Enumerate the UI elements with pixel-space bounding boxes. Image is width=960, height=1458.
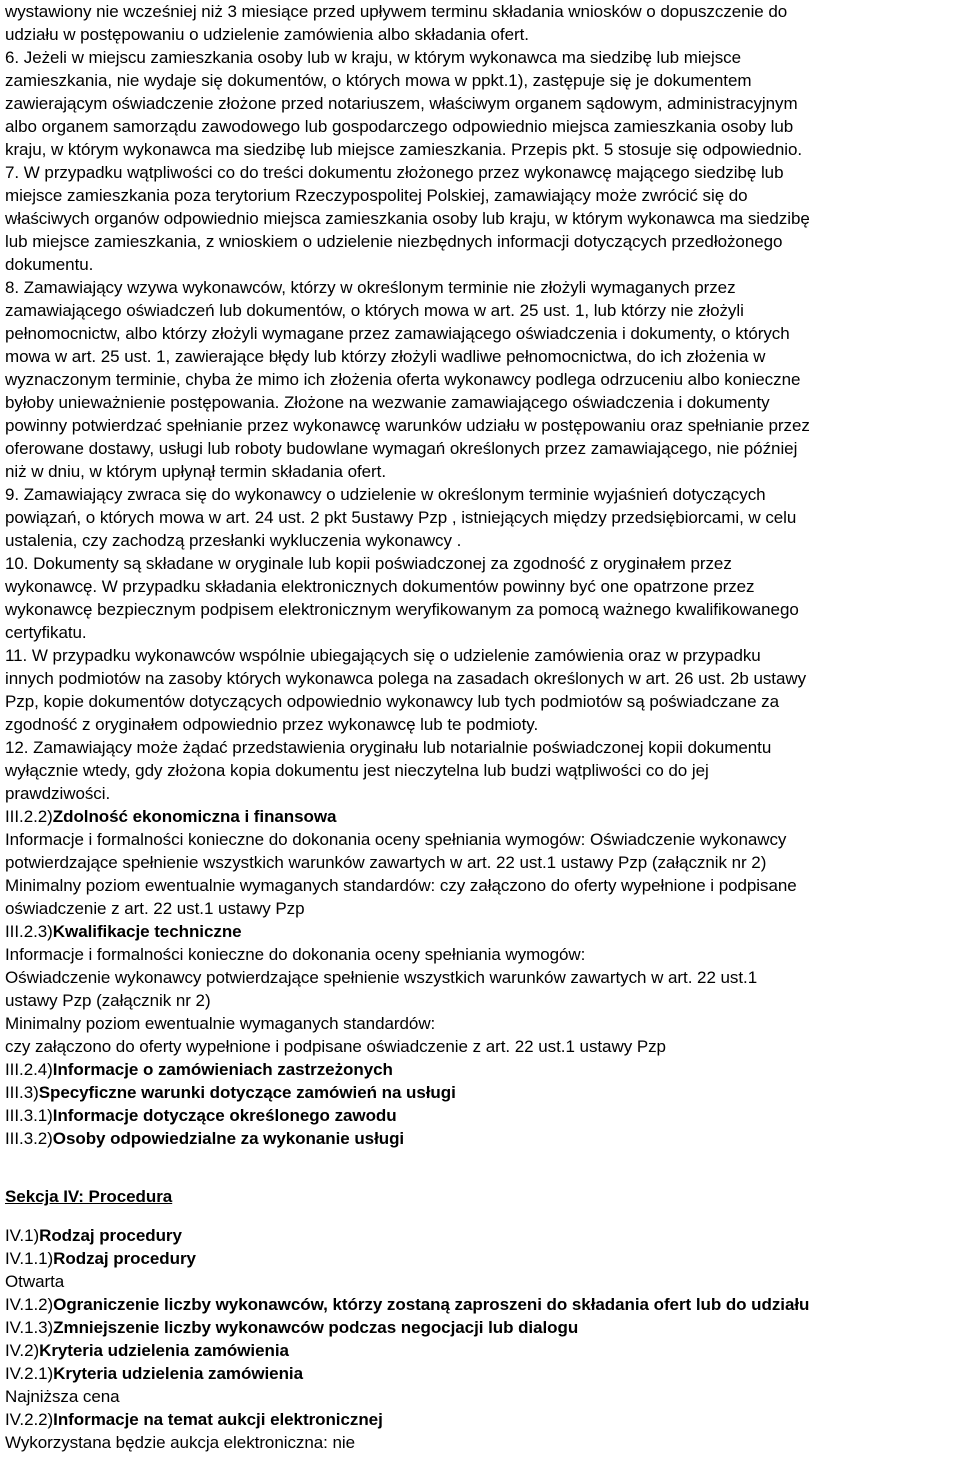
- text-line: udziału w postępowaniu o udzielenie zamówienia albo składania ofert.: [5, 25, 529, 44]
- paragraphs-block: [5, 0, 960, 805]
- section-number: III.2.4): [5, 1060, 53, 1079]
- text-line: prawdziwości.: [5, 784, 111, 803]
- section-heading: [5, 1247, 960, 1270]
- section-heading: [5, 805, 960, 828]
- section-number: III.2.2): [5, 807, 53, 826]
- section-number: III.3.1): [5, 1106, 53, 1125]
- section-iv-title: Sekcja IV: Procedura: [5, 1187, 173, 1206]
- blank-line: [5, 1173, 960, 1185]
- section-iv: [5, 1224, 960, 1454]
- text-line: zgodność z oryginałem odpowiednio przez wykonawcę lub te podmioty.: [5, 715, 539, 734]
- text-line: miejsce zamieszkania poza terytorium Rzeczypospolitej Polskiej, zamawiający może zwrócić się do: [5, 186, 748, 205]
- text-line: Informacje i formalności konieczne do dokonania oceny spełniania wymogów:: [5, 945, 586, 964]
- text-line: Informacje i formalności konieczne do dokonania oceny spełniania wymogów: Oświadczenie wykonawcy: [5, 830, 787, 849]
- procedure-type-value: Otwarta: [5, 1272, 65, 1291]
- auction-value: Wykorzystana będzie aukcja elektroniczna: nie: [5, 1433, 356, 1452]
- text-line: dokumentu.: [5, 255, 94, 274]
- text-line: Minimalny poziom ewentualnie wymaganych standardów: czy załączono do oferty wypełnione i podpisane: [5, 876, 797, 895]
- section-heading: [5, 1224, 960, 1247]
- section-title: Ograniczenie liczby wykonawców, którzy zostaną zaproszeni do składania ofert lub do udziału: [53, 1295, 810, 1314]
- section-number: IV.1.3): [5, 1318, 54, 1337]
- text-line: kraju, w którym wykonawca ma siedzibę lub miejsce zamieszkania. Przepis pkt. 5 stosuje się odpowiednio.: [5, 140, 803, 159]
- section-number: III.3): [5, 1083, 39, 1102]
- text-line: 11. W przypadku wykonawców wspólnie ubiegających się o udzielenie zamówienia oraz w przypadku: [5, 646, 761, 665]
- text-line: ustalenia, czy zachodzą przesłanki wykluczenia wykonawcy .: [5, 531, 462, 550]
- text-line: oferowane dostawy, usługi lub roboty budowlane wymagań określonych przez zamawiającego, nie później: [5, 439, 798, 458]
- text-line: zamieszkania, nie wydaje się dokumentów, o których mowa w ppkt.1), zastępuje się je dokumentem: [5, 71, 752, 90]
- text-line: wyznaczonym terminie, chyba że mimo ich złożenia oferta wykonawcy podlega odrzuceniu albo konieczne: [5, 370, 801, 389]
- section-title: Zmniejszenie liczby wykonawców podczas negocjacji lub dialogu: [53, 1318, 579, 1337]
- section-heading: [5, 1362, 960, 1385]
- text-line: lub miejsce zamieszkania, z wnioskiem o udzielenie niezbędnych informacji dotyczących przedłożonego: [5, 232, 783, 251]
- text-line: byłoby unieważnienie postępowania. Złożone na wezwanie zamawiającego oświadczenia i dokumenty: [5, 393, 770, 412]
- section-title: Kwalifikacje techniczne: [52, 922, 242, 941]
- text-line: 8. Zamawiający wzywa wykonawców, którzy w określonym terminie nie złożyli wymaganych przez: [5, 278, 736, 297]
- text-line: powinny potwierdzać spełnianie przez wykonawcę warunków udziału w postępowaniu oraz spełnianie przez: [5, 416, 810, 435]
- section-heading: [5, 1058, 960, 1081]
- section-heading: [5, 1104, 960, 1127]
- text-line: 6. Jeżeli w miejscu zamieszkania osoby lub w kraju, w którym wykonawca ma siedzibę lub miejsce: [5, 48, 742, 67]
- text-line: Minimalny poziom ewentualnie wymaganych standardów:: [5, 1014, 436, 1033]
- blank-line: [5, 1208, 960, 1224]
- text-line: 7. W przypadku wątpliwości co do treści dokumentu złożonego przez wykonawcę mającego siedzibę lub: [5, 163, 784, 182]
- blank-line: [5, 1150, 960, 1173]
- text-line: 10. Dokumenty są składane w oryginale lub kopii poświadczonej za zgodność z oryginałem przez: [5, 554, 732, 573]
- text-line: certyfikatu.: [5, 623, 87, 642]
- text-line: ustawy Pzp (załącznik nr 2): [5, 991, 211, 1010]
- section-number: IV.1): [5, 1226, 40, 1245]
- section-title: Zdolność ekonomiczna i finansowa: [52, 807, 337, 826]
- section-number: III.3.2): [5, 1129, 53, 1148]
- section-title: Informacje o zamówieniach zastrzeżonych: [52, 1060, 393, 1079]
- text-line: albo organem samorządu zawodowego lub gospodarczego odpowiednio miejsca zamieszkania osoby lub: [5, 117, 794, 136]
- text-line: czy załączono do oferty wypełnione i podpisane oświadczenie z art. 22 ust.1 ustawy Pzp: [5, 1037, 666, 1056]
- section-title: Specyficzne warunki dotyczące zamówień na usługi: [38, 1083, 456, 1102]
- text-line: wyłącznie wtedy, gdy złożona kopia dokumentu jest nieczytelna lub budzi wątpliwości co do jej: [5, 761, 709, 780]
- section-number: IV.1.2): [5, 1295, 54, 1314]
- text-line: mowa w art. 25 ust. 1, zawierające błędy lub którzy złożyli wadliwe pełnomocnictwa, do ich złożenia w: [5, 347, 766, 366]
- text-line: wystawiony nie wcześniej niż 3 miesiące przed upływem terminu składania wniosków o dopuszczenie do: [5, 2, 788, 21]
- section-heading: [5, 1081, 960, 1104]
- text-line: Pzp, kopie dokumentów dotyczących odpowiednio wykonawcy lub tych podmiotów są poświadczane za: [5, 692, 779, 711]
- section-heading: [5, 1408, 960, 1431]
- section-heading: [5, 1127, 960, 1150]
- section-title: Osoby odpowiedzialne za wykonanie usługi: [52, 1129, 405, 1148]
- text-line: wykonawcę. W przypadku składania elektronicznych dokumentów powinny być one opatrzone przez: [5, 577, 755, 596]
- section-number: IV.2.1): [5, 1364, 54, 1383]
- text-line: Oświadczenie wykonawcy potwierdzające spełnienie wszystkich warunków zawartych w art. 22 ust.1: [5, 968, 758, 987]
- section-heading: [5, 1316, 960, 1339]
- section-iii-headings: [5, 1058, 960, 1150]
- section-heading: [5, 920, 960, 943]
- section-title: Kryteria udzielenia zamówienia: [53, 1364, 303, 1383]
- section-title: Rodzaj procedury: [53, 1249, 196, 1268]
- section-number: IV.1.1): [5, 1249, 54, 1268]
- text-line: pełnomocnictw, albo którzy złożyli wymagane przez zamawiającego oświadczenia i dokumenty, o których: [5, 324, 790, 343]
- text-line: zamawiającego oświadczeń lub dokumentów, o których mowa w art. 25 ust. 1, lub którzy nie złożyli: [5, 301, 744, 320]
- section-number: IV.2.2): [5, 1410, 54, 1429]
- section-heading: [5, 1339, 960, 1362]
- section-iii-2-2: [5, 805, 960, 920]
- text-line: potwierdzające spełnienie wszystkich warunków zawartych w art. 22 ust.1 ustawy Pzp (załącznik nr 2): [5, 853, 767, 872]
- text-line: wykonawcę bezpiecznym podpisem elektronicznym weryfikowanym za pomocą ważnego kwalifikowanego: [5, 600, 799, 619]
- text-line: innych podmiotów na zasoby których wykonawca polega na zasadach określonych w art. 26 ust. 2b ustawy: [5, 669, 807, 688]
- section-title: Informacje na temat aukcji elektronicznej: [53, 1410, 383, 1429]
- section-heading: [5, 1293, 960, 1316]
- text-line: niż w dniu, w którym upłynął termin składania ofert.: [5, 462, 387, 481]
- section-iii-2-3: [5, 920, 960, 1058]
- text-line: zawierającym oświadczenie złożone przed notariuszem, właściwym organem sądowym, administracyjnym: [5, 94, 798, 113]
- section-title: Informacje dotyczące określonego zawodu: [52, 1106, 397, 1125]
- section-title: Kryteria udzielenia zamówienia: [39, 1341, 289, 1360]
- award-criteria-value: Najniższa cena: [5, 1387, 120, 1406]
- text-line: 12. Zamawiający może żądać przedstawienia oryginału lub notarialnie poświadczonej kopii dokumentu: [5, 738, 772, 757]
- text-line: właściwych organów odpowiednio miejsca zamieszkania osoby lub kraju, w którym wykonawca ma siedzibę: [5, 209, 810, 228]
- section-number: III.2.3): [5, 922, 53, 941]
- text-line: powiązań, o których mowa w art. 24 ust. 2 pkt 5ustawy Pzp , istniejących między przedsiębiorcami, w celu: [5, 508, 797, 527]
- text-line: 9. Zamawiający zwraca się do wykonawcy o udzielenie w określonym terminie wyjaśnień dotyczących: [5, 485, 766, 504]
- section-title: Rodzaj procedury: [39, 1226, 182, 1245]
- text-line: oświadczenie z art. 22 ust.1 ustawy Pzp: [5, 899, 305, 918]
- section-number: IV.2): [5, 1341, 40, 1360]
